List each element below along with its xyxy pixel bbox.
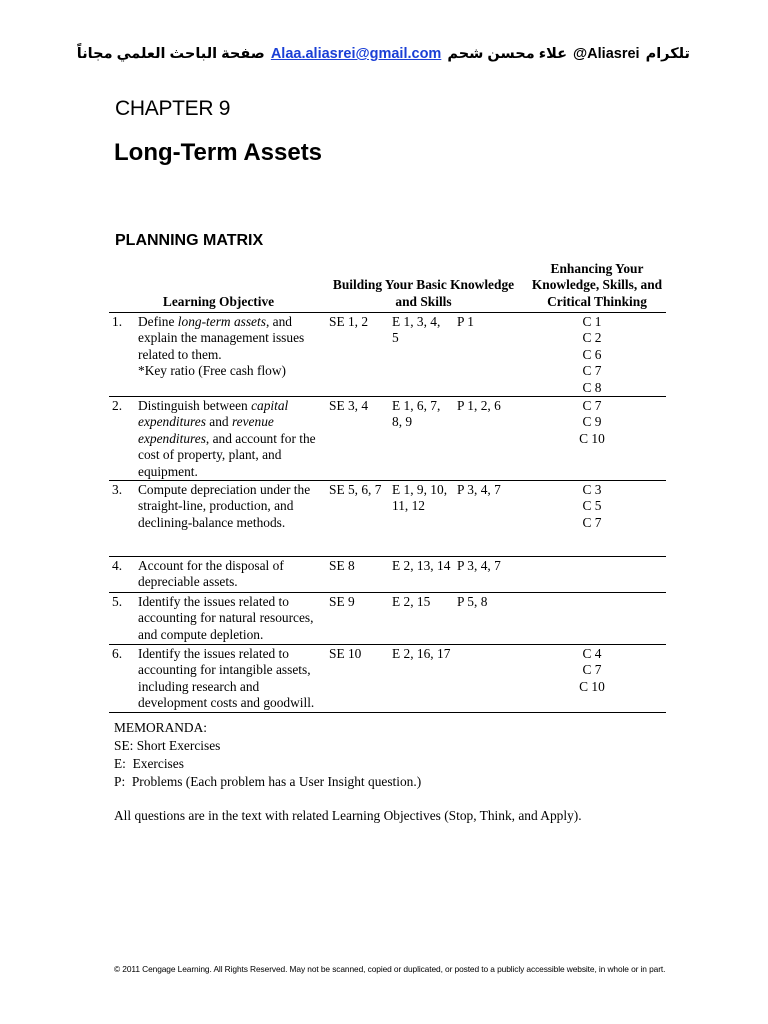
short-exercises-cell: SE 9 — [329, 594, 355, 609]
column-header-basic-line2: and Skills — [395, 293, 452, 309]
case-item: C 7 — [582, 398, 602, 413]
learning-objective: Identify the issues related to accounting for intangible assets, including research and development costs and goodwill. — [138, 646, 315, 711]
short-exercises-cell: SE 3, 4 — [329, 398, 369, 413]
problems-cell: P 5, 8 — [457, 594, 488, 609]
exercises-line: E 1, 6, 7, — [392, 398, 441, 413]
closing-note: All questions are in the text with related Learning Objectives (Stop, Think, and Apply). — [114, 808, 582, 823]
objective-term: revenue expenditures — [138, 414, 274, 446]
learning-objective — [138, 314, 328, 380]
objective-text: and — [205, 414, 232, 430]
short-exercises-cell: SE 8 — [329, 558, 355, 573]
critical-thinking-cell — [521, 482, 663, 531]
table-row — [109, 313, 666, 397]
exercises-cell: E 2, 15 — [392, 594, 431, 609]
exercises-line: E 1, 9, 10, — [392, 482, 448, 497]
copyright-footer: © 2011 Cengage Learning. All Rights Reserved. May not be scanned, copied or duplicated, or posted to a publicly accessible website, in whole or in part. — [114, 964, 666, 974]
learning-objective: Account for the disposal of depreciable assets. — [138, 558, 284, 590]
learning-objective: Identify the issues related to accounting for natural resources, and compute depletion. — [138, 594, 314, 642]
column-header-objective: Learning Objective — [162, 293, 275, 309]
objective-number: 2. — [112, 398, 123, 413]
critical-thinking-cell — [521, 646, 663, 695]
problems-cell: P 1, 2, 6 — [457, 398, 501, 413]
exercises-cell: E 2, 13, 14 — [392, 558, 451, 573]
learning-objective: Compute depreciation under the straight-line, production, and declining-balance methods. — [138, 482, 311, 530]
objective-number: 6. — [112, 646, 123, 661]
objective-text: , and account for the cost of property, plant, and equipment. — [138, 430, 316, 479]
table-row — [109, 397, 666, 481]
short-exercises-cell: SE 10 — [329, 646, 362, 661]
objective-number: 1. — [112, 314, 123, 329]
case-item: C 4 — [582, 646, 602, 661]
objective-text: Distinguish between — [138, 398, 252, 413]
case-item: C 8 — [582, 379, 602, 395]
objective-number: 3. — [112, 482, 123, 497]
chapter-label: CHAPTER 9 — [115, 97, 231, 120]
case-item: C 10 — [579, 430, 605, 446]
case-item: C 2 — [582, 330, 602, 346]
exercises-cell: E 2, 16, 17 — [392, 646, 451, 661]
exercises-line: 11, 12 — [392, 498, 425, 514]
case-item: C 1 — [582, 314, 602, 329]
table-row — [109, 557, 666, 593]
objective-key-ratio: *Key ratio (Free cash flow) — [138, 363, 286, 379]
exercises-cell — [392, 398, 458, 431]
short-exercises-cell: SE 1, 2 — [329, 314, 369, 329]
objective-text: , and explain the management issues related to them. — [138, 314, 305, 362]
memoranda-se: SE: Short Exercises — [114, 738, 221, 753]
memoranda — [114, 719, 421, 791]
critical-thinking-cell — [521, 398, 663, 447]
memoranda-heading: MEMORANDA: — [114, 720, 207, 735]
exercises-line: 8, 9 — [392, 414, 413, 430]
objective-term: capital expenditures — [138, 398, 289, 430]
learning-objective — [138, 398, 328, 480]
objective-term: long-term assets — [177, 314, 266, 329]
problems-cell: P 3, 4, 7 — [457, 558, 501, 573]
column-header-critical-line2: Knowledge, Skills, and — [531, 277, 663, 293]
telegram-handle[interactable]: @Aliasrei — [573, 46, 640, 62]
telegram-label: تلكرام — [645, 46, 690, 62]
planning-matrix-table — [109, 256, 666, 713]
column-header-critical-line3: Critical Thinking — [547, 293, 647, 309]
column-header-basic-line1: Building Your Basic Knowledge — [332, 277, 515, 293]
table-header-row — [109, 256, 666, 313]
problems-cell: P 3, 4, 7 — [457, 482, 501, 497]
table-row — [109, 593, 666, 645]
objective-number: 4. — [112, 558, 123, 573]
case-item: C 7 — [582, 662, 602, 678]
column-header-basic-knowledge — [327, 277, 520, 310]
column-header-critical-line1: Enhancing Your — [550, 260, 644, 276]
objective-number: 5. — [112, 594, 123, 609]
case-item: C 5 — [582, 498, 602, 514]
contact-header — [76, 46, 690, 62]
exercises-cell — [392, 482, 458, 515]
case-item: C 7 — [582, 363, 602, 379]
exercises-line: 5 — [392, 330, 399, 346]
planning-matrix-heading: PLANNING MATRIX — [115, 232, 264, 249]
critical-thinking-cell — [521, 314, 663, 396]
page-tagline: صفحة الباحث العلمي مجاناً — [76, 46, 265, 62]
author-name: علاء محسن شحم — [447, 46, 568, 62]
short-exercises-cell: SE 5, 6, 7 — [329, 482, 382, 497]
objective-text: Define — [138, 314, 178, 329]
case-item: C 9 — [582, 414, 602, 430]
email-link[interactable]: Alaa.aliasrei@gmail.com — [270, 46, 442, 62]
column-header-critical-thinking — [521, 261, 673, 310]
case-item: C 10 — [579, 678, 605, 694]
exercises-line: E 1, 3, 4, — [392, 314, 441, 329]
exercises-cell — [392, 314, 458, 347]
problems-cell: P 1 — [457, 314, 474, 329]
table-row — [109, 481, 666, 557]
case-item: C 3 — [582, 482, 602, 497]
table-row — [109, 645, 666, 713]
case-item: C 7 — [582, 514, 602, 530]
case-item: C 6 — [582, 346, 602, 362]
chapter-title: Long-Term Assets — [114, 139, 323, 166]
memoranda-e: E: Exercises — [114, 756, 184, 771]
memoranda-p: P: Problems (Each problem has a User Insight question.) — [114, 774, 422, 789]
